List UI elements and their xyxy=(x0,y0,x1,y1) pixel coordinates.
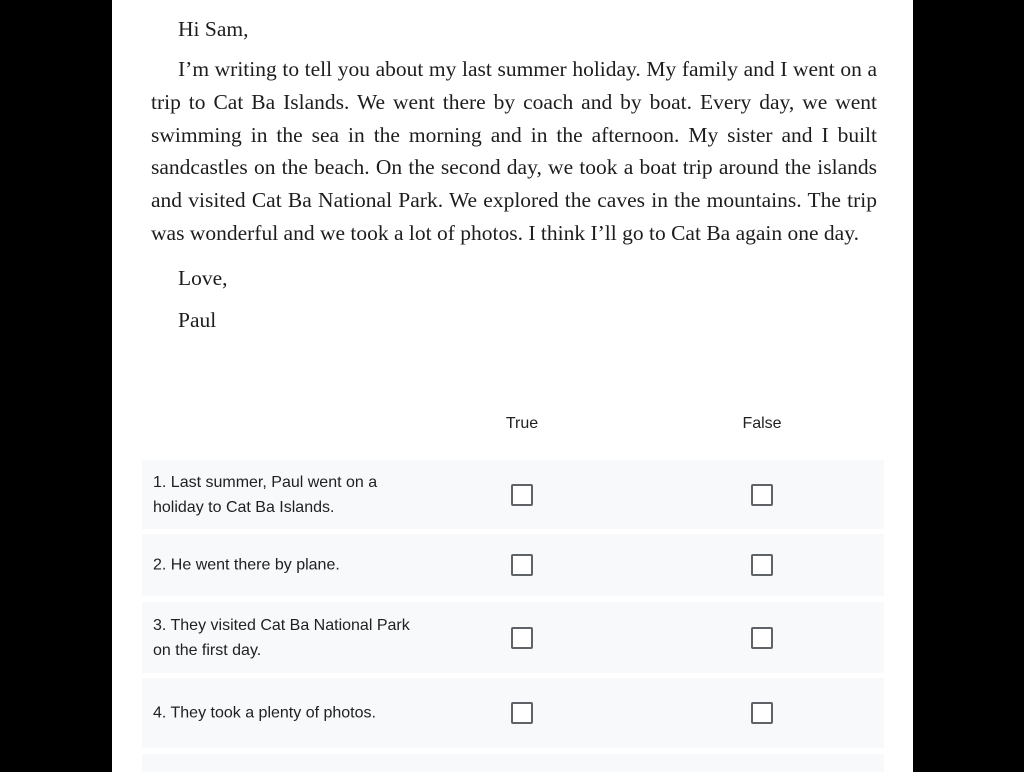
letter-signature: Paul xyxy=(178,307,217,332)
row-1-false-checkbox[interactable] xyxy=(751,484,773,506)
grid-row-partial xyxy=(142,754,884,772)
letter-body: I’m writing to tell you about my last summer holiday. My family and I went on a trip to Cat Ba Islands. We went there by coach and by boat. Every day, we went swimming in the sea in the morning and in the afternoon. My sister and I built sandcastles on the beach. On the second day, we took a boat trip around the islands and visited Cat Ba National Park. We explored the caves in the mountains. The trip was wonderful and we took a lot of photos. I think I’ll go to Cat Ba again one day. xyxy=(151,57,877,245)
grid-row-4 xyxy=(142,678,884,748)
row-label-4: 4. They took a plenty of photos. xyxy=(153,704,376,722)
row-1-true-checkbox[interactable] xyxy=(511,484,533,506)
column-header-true: True xyxy=(505,415,539,432)
row-2-false-checkbox[interactable] xyxy=(751,554,773,576)
row-label-2: 2. He went there by plane. xyxy=(153,556,340,574)
grid-row-2 xyxy=(142,534,884,596)
row-2-true-checkbox[interactable] xyxy=(511,554,533,576)
letter-passage xyxy=(151,12,877,336)
row-4-false-checkbox[interactable] xyxy=(751,702,773,724)
grid-row-3 xyxy=(142,602,884,673)
row-label-3: 3. They visited Cat Ba National Park on the first day. xyxy=(153,616,410,659)
column-header-false: False xyxy=(742,415,782,432)
grid-row-1 xyxy=(142,460,884,529)
row-label-1: 1. Last summer, Paul went on a holiday to Cat Ba Islands. xyxy=(153,473,378,516)
row-3-false-checkbox[interactable] xyxy=(751,627,773,649)
letter-closing: Love, xyxy=(178,265,228,290)
letter-greeting: Hi Sam, xyxy=(178,17,249,41)
row-4-true-checkbox[interactable] xyxy=(511,702,533,724)
form-page xyxy=(112,0,913,772)
row-3-true-checkbox[interactable] xyxy=(511,627,533,649)
